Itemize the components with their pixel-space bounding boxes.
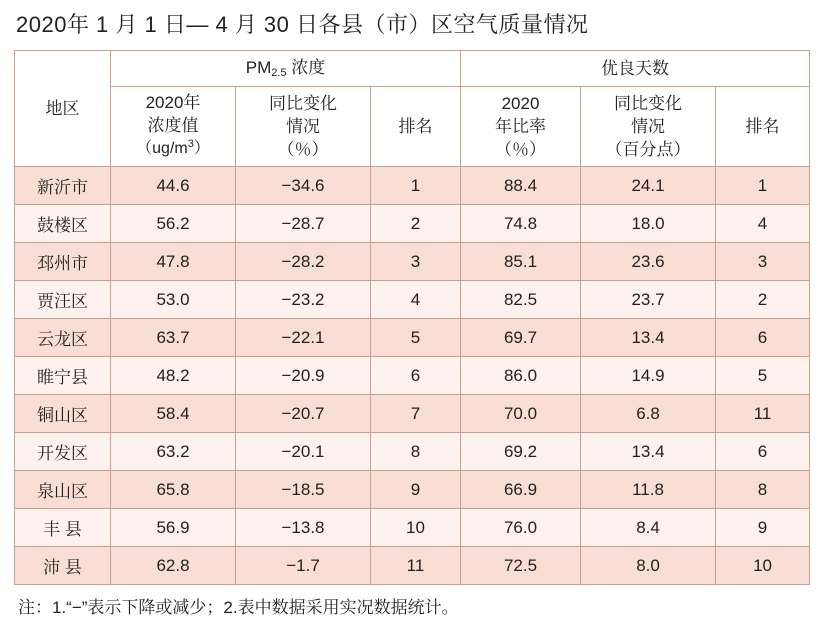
cell-gd-change: 8.4 bbox=[581, 509, 716, 547]
cell-gd-value: 82.5 bbox=[461, 281, 581, 319]
pm-change-line3: （％） bbox=[277, 140, 329, 159]
cell-pm-value: 65.8 bbox=[111, 471, 236, 509]
cell-pm-change: −34.6 bbox=[236, 167, 371, 205]
cell-pm-rank: 10 bbox=[371, 509, 461, 547]
cell-gd-rank: 2 bbox=[716, 281, 810, 319]
cell-gd-rank: 8 bbox=[716, 471, 810, 509]
cell-pm-change: −28.2 bbox=[236, 243, 371, 281]
pm-value-line1: 2020年 bbox=[145, 93, 201, 112]
column-header-pm-change bbox=[236, 87, 371, 167]
cell-gd-change: 6.8 bbox=[581, 395, 716, 433]
cell-gd-change: 18.0 bbox=[581, 205, 716, 243]
cell-pm-rank: 6 bbox=[371, 357, 461, 395]
cell-pm-rank: 1 bbox=[371, 167, 461, 205]
cell-gd-change: 13.4 bbox=[581, 433, 716, 471]
column-header-gd-change bbox=[581, 87, 716, 167]
cell-pm-rank: 4 bbox=[371, 281, 461, 319]
cell-gd-value: 76.0 bbox=[461, 509, 581, 547]
column-header-pm25-group bbox=[111, 51, 461, 87]
table-row bbox=[15, 433, 810, 471]
table-row bbox=[15, 319, 810, 357]
cell-gd-value: 69.2 bbox=[461, 433, 581, 471]
table-row bbox=[15, 205, 810, 243]
cell-gd-change: 23.6 bbox=[581, 243, 716, 281]
pm-value-unit-text: （ug/m bbox=[136, 140, 188, 157]
cell-gd-rank: 4 bbox=[716, 205, 810, 243]
gd-change-line1: 同比变化 bbox=[614, 94, 683, 113]
cell-region: 邳州市 bbox=[15, 243, 111, 281]
cell-gd-change: 14.9 bbox=[581, 357, 716, 395]
cell-pm-value: 56.2 bbox=[111, 205, 236, 243]
table-row bbox=[15, 281, 810, 319]
cell-pm-rank: 2 bbox=[371, 205, 461, 243]
table-row bbox=[15, 547, 810, 585]
cell-gd-change: 23.7 bbox=[581, 281, 716, 319]
pm-change-line2: 情况 bbox=[286, 117, 320, 136]
cell-pm-change: −20.1 bbox=[236, 433, 371, 471]
pm25-label-suffix: 浓度 bbox=[286, 57, 326, 77]
cell-pm-change: −20.9 bbox=[236, 357, 371, 395]
cell-pm-value: 53.0 bbox=[111, 281, 236, 319]
cell-pm-value: 56.9 bbox=[111, 509, 236, 547]
pm25-label-subscript: 2.5 bbox=[271, 66, 287, 79]
cell-pm-value: 62.8 bbox=[111, 547, 236, 585]
cell-gd-rank: 1 bbox=[716, 167, 810, 205]
cell-pm-rank: 9 bbox=[371, 471, 461, 509]
cell-pm-rank: 3 bbox=[371, 243, 461, 281]
column-header-gd-value bbox=[461, 87, 581, 167]
pm25-label-prefix: PM bbox=[245, 57, 272, 77]
pm-value-line2: 浓度值 bbox=[147, 116, 199, 135]
cell-gd-value: 70.0 bbox=[461, 395, 581, 433]
table-row bbox=[15, 395, 810, 433]
cell-region: 铜山区 bbox=[15, 395, 111, 433]
cell-region: 沛 县 bbox=[15, 547, 111, 585]
gd-change-line2: 情况 bbox=[631, 117, 666, 136]
cell-gd-rank: 11 bbox=[716, 395, 810, 433]
pm-value-unit-end: ） bbox=[193, 140, 210, 157]
cell-pm-change: −22.1 bbox=[236, 319, 371, 357]
cell-pm-value: 63.2 bbox=[111, 433, 236, 471]
cell-pm-change: −20.7 bbox=[236, 395, 371, 433]
gd-value-line1: 2020 bbox=[501, 94, 540, 113]
cell-gd-value: 85.1 bbox=[461, 243, 581, 281]
cell-pm-rank: 8 bbox=[371, 433, 461, 471]
cell-region: 丰 县 bbox=[15, 509, 111, 547]
cell-gd-value: 88.4 bbox=[461, 167, 581, 205]
cell-gd-rank: 6 bbox=[716, 319, 810, 357]
table-row bbox=[15, 167, 810, 205]
cell-pm-change: −28.7 bbox=[236, 205, 371, 243]
cell-pm-change: −18.5 bbox=[236, 471, 371, 509]
table-row bbox=[15, 357, 810, 395]
cell-region: 新沂市 bbox=[15, 167, 111, 205]
air-quality-table bbox=[14, 50, 810, 585]
cell-pm-value: 58.4 bbox=[111, 395, 236, 433]
cell-region: 云龙区 bbox=[15, 319, 111, 357]
gd-value-line3: （％） bbox=[495, 140, 547, 159]
cell-pm-value: 44.6 bbox=[111, 167, 236, 205]
cell-gd-rank: 5 bbox=[716, 357, 810, 395]
cell-gd-change: 8.0 bbox=[581, 547, 716, 585]
cell-gd-change: 11.8 bbox=[581, 471, 716, 509]
table-header-sub-row bbox=[15, 87, 810, 167]
table-note: 注：1.“−”表示下降或减少；2.表中数据采用实况数据统计。 bbox=[18, 598, 459, 617]
cell-pm-change: −13.8 bbox=[236, 509, 371, 547]
table-row bbox=[15, 243, 810, 281]
gd-change-line3: （百分点） bbox=[605, 140, 691, 159]
column-header-gd-rank: 排名 bbox=[716, 87, 810, 167]
cell-gd-change: 13.4 bbox=[581, 319, 716, 357]
cell-gd-rank: 3 bbox=[716, 243, 810, 281]
cell-gd-value: 72.5 bbox=[461, 547, 581, 585]
table-header-group-row bbox=[15, 51, 810, 87]
column-header-pm-value bbox=[111, 87, 236, 167]
column-header-good-days-group: 优良天数 bbox=[461, 51, 810, 87]
cell-region: 泉山区 bbox=[15, 471, 111, 509]
cell-gd-value: 66.9 bbox=[461, 471, 581, 509]
cell-region: 鼓楼区 bbox=[15, 205, 111, 243]
cell-gd-value: 69.7 bbox=[461, 319, 581, 357]
cell-region: 开发区 bbox=[15, 433, 111, 471]
cell-gd-change: 24.1 bbox=[581, 167, 716, 205]
cell-pm-value: 63.7 bbox=[111, 319, 236, 357]
table-body bbox=[15, 167, 810, 585]
pm-change-line1: 同比变化 bbox=[269, 94, 337, 113]
cell-pm-rank: 7 bbox=[371, 395, 461, 433]
page-title: 2020年 1 月 1 日— 4 月 30 日各县（市）区空气质量情况 bbox=[16, 12, 589, 37]
cell-pm-change: −23.2 bbox=[236, 281, 371, 319]
cell-gd-rank: 9 bbox=[716, 509, 810, 547]
column-header-pm-rank: 排名 bbox=[371, 87, 461, 167]
cell-pm-change: −1.7 bbox=[236, 547, 371, 585]
table-row bbox=[15, 509, 810, 547]
cell-gd-value: 74.8 bbox=[461, 205, 581, 243]
cell-pm-rank: 5 bbox=[371, 319, 461, 357]
column-header-region: 地区 bbox=[15, 51, 111, 167]
pm-value-unit bbox=[113, 137, 233, 162]
cell-region: 睢宁县 bbox=[15, 357, 111, 395]
cell-gd-rank: 10 bbox=[716, 547, 810, 585]
cell-pm-value: 48.2 bbox=[111, 357, 236, 395]
cell-pm-value: 47.8 bbox=[111, 243, 236, 281]
cell-region: 贾汪区 bbox=[15, 281, 111, 319]
gd-value-line2: 年比率 bbox=[495, 117, 547, 136]
table-header bbox=[15, 51, 810, 167]
table-row bbox=[15, 471, 810, 509]
cell-pm-rank: 11 bbox=[371, 547, 461, 585]
cell-gd-rank: 6 bbox=[716, 433, 810, 471]
pm-value-unit-sup: 3 bbox=[187, 138, 194, 150]
cell-gd-value: 86.0 bbox=[461, 357, 581, 395]
